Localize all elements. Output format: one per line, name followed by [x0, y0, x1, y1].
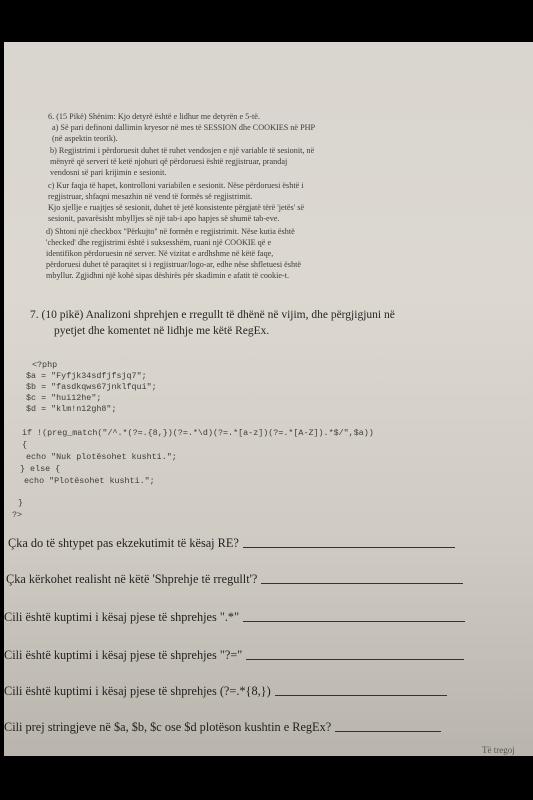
q6-line: mënyrë që serveri të ketë njohuri që përdoruesi është regjistruar, prandaj	[50, 157, 288, 166]
q6-line: (në aspektin teorik).	[52, 134, 118, 143]
code-line: ?>	[12, 510, 23, 520]
answer-line[interactable]	[243, 620, 465, 622]
code-line: if !(preg_match("/^.*(?=.{8,})(?=.*\d)(?=.*[a-z])(?=.*[A-Z]).*$/",$a))	[22, 428, 374, 438]
q7-line: pyetjet dhe komentet në lidhje me këtë RegEx.	[54, 325, 270, 337]
code-line: $c = "hui12he";	[26, 393, 102, 403]
question-text: Cili është kuptimi i kësaj pjese të shprehjes "?="	[4, 648, 243, 662]
q6-line: regjistruar, shfaqni mesazhin në vend të formës së regjistrimit.	[48, 192, 253, 201]
q6-line: 'checked' dhe regjistrimi është i suksesshëm, ruani një COOKIE që e	[46, 238, 272, 247]
answer-line[interactable]	[261, 582, 463, 584]
q6-line: vendosni së pari krijimin e sesionit.	[50, 168, 167, 177]
exam-paper	[4, 42, 533, 756]
question-row	[4, 648, 464, 663]
q7-line: 7. (10 pikë) Analizoni shprehjen e rregullt të dhënë në vijim, dhe përgjigjuni në	[30, 309, 395, 321]
answer-line[interactable]	[335, 730, 441, 732]
code-line: echo "Nuk plotësohet kushti.";	[26, 452, 177, 462]
q6-line: d) Shtoni një checkbox ''Përkujto'' në formën e regjistrimit. Nëse kutia është	[46, 227, 295, 236]
code-line: $b = "fasdkqws67jnklfqui";	[26, 382, 157, 392]
question-text: Cili është kuptimi i kësaj pjese të shprehjes ".*"	[4, 610, 240, 624]
question-row	[4, 610, 465, 625]
q6-line: identifikon përdoruesin në server. Në vizitat e ardhshme në këtë faqe,	[46, 249, 274, 258]
code-line: $a = "Fyfjk34sdfjfsjq7";	[26, 371, 147, 381]
q6-line: Kjo sjellje e ruajtjes së sesionit, duhet të jetë konsistente përgjatë tërë 'jetës' së	[48, 203, 305, 212]
question-text: Cili është kuptimi i kësaj pjese të shprehjes (?=.*{8,})	[4, 684, 271, 698]
question-row	[4, 720, 441, 735]
q6-line: përdoruesi duhet të paraqitet si i regjistruar/logo-ar, edhe nëse shfletuesi është	[46, 260, 301, 269]
answer-line[interactable]	[243, 546, 455, 548]
q6-line: a) Së pari definoni dallimin kryesor në mes të SESSION dhe COOKIES në PHP	[52, 123, 316, 132]
code-line: $d = "klm!n12gh8";	[26, 404, 117, 414]
code-line: {	[22, 440, 28, 450]
code-line: <?php	[32, 360, 58, 370]
question-text: Çka do të shtypet pas ekzekutimit të kësaj RE?	[8, 536, 239, 550]
code-line: echo "Plotësohet kushti.";	[24, 476, 155, 486]
q6-line: b) Regjistrimi i përdoruesit duhet të ruhet vendosjen e një variable të sesionit, në	[50, 146, 315, 155]
footer-fragment: Të tregoj	[482, 745, 515, 755]
question-row	[4, 684, 447, 699]
q6-line: c) Kur faqja të hapet, kontrolloni variabilen e sesionit. Nëse përdoruesi është i	[48, 181, 304, 190]
q6-line: sesionit, pavarësisht mbylljes së një tab-i apo hapjes së shumë tab-eve.	[48, 214, 280, 223]
question-text: Çka kërkohet realisht në këtë 'Shprehje të rregullt'?	[6, 572, 258, 586]
question-row	[8, 536, 455, 551]
question-text: Cili prej stringjeve në $a, $b, $c ose $d plotëson kushtin e RegEx?	[4, 720, 332, 734]
question-row	[6, 572, 463, 587]
q6-line: 6. (15 Pikë) Shënim: Kjo detyrë është e lidhur me detyrën e 5-të.	[48, 112, 260, 121]
q6-line: mbyllur. Zgjidhni një kohë sipas dëshirës për skadimin e afatit të cookie-t.	[46, 271, 290, 280]
code-line: }	[18, 498, 24, 508]
code-line: } else {	[20, 464, 61, 474]
answer-line[interactable]	[246, 658, 464, 660]
answer-line[interactable]	[275, 694, 447, 696]
